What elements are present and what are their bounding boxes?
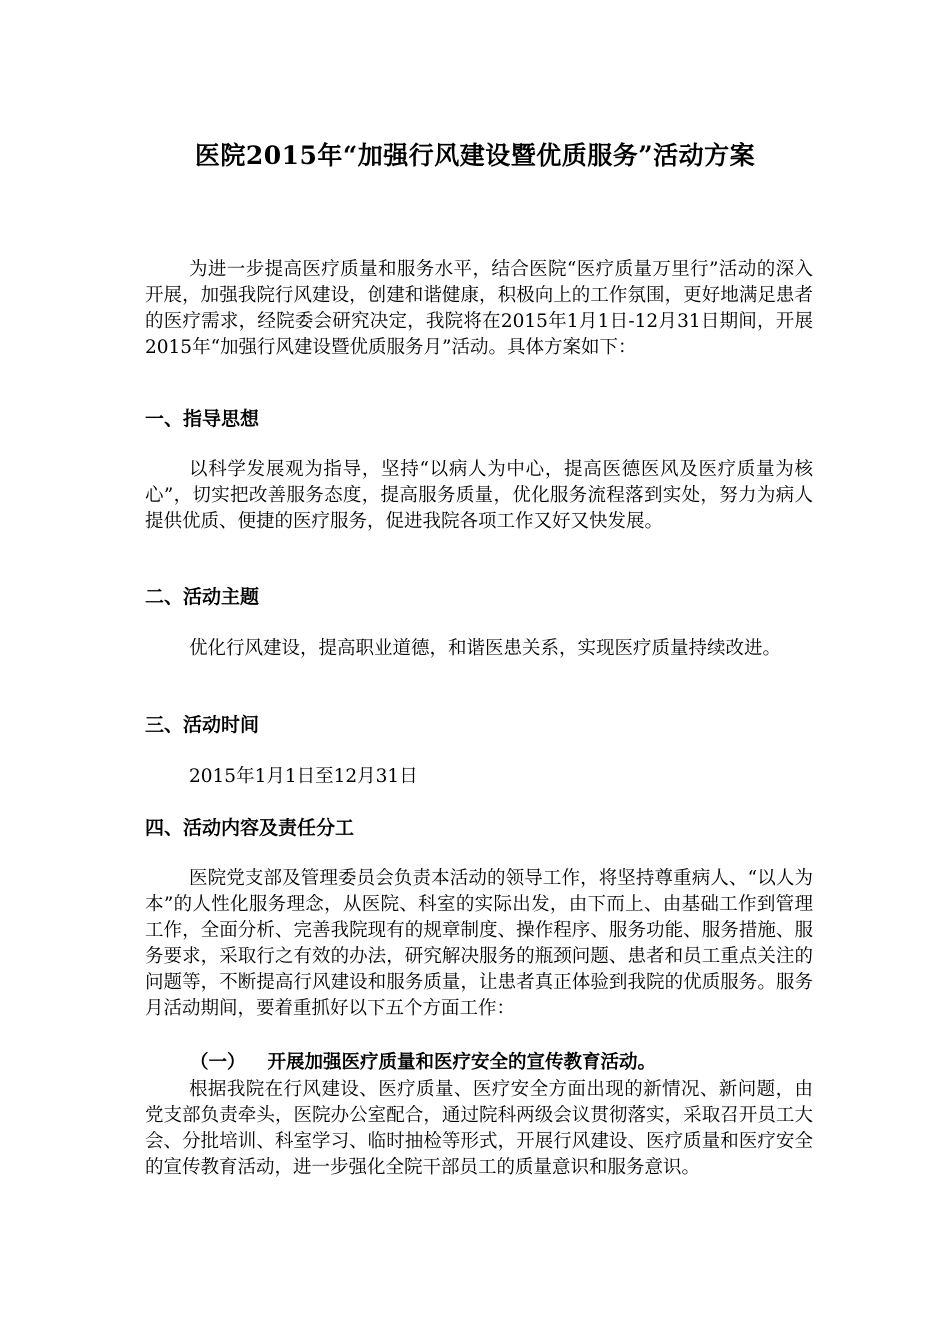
section-heading-activity-theme: 二、活动主题 (145, 586, 260, 608)
section-body-activity-theme: 优化行风建设，提高职业道德，和谐医患关系，实现医疗质量持续改进。 (189, 638, 782, 659)
section-body-activity-time: 2015年1月1日至12月31日 (189, 766, 418, 787)
subsection-body: 根据我院在行风建设、医疗质量、医疗安全方面出现的新情况、新问题，由党支部负责牵头，医院办公室配合，通过院科两级会议贯彻落实，采取召开员工大会、分批培训、科室学习、临时抽检等形式，开展行风建设、医疗质量和医疗安全的宣传教育活动，进一步强化全院干部员工的质量意识和服务意识。 (145, 1079, 813, 1178)
section-body-content-and-responsibility: 医院党支部及管理委员会负责本活动的领导工作，将坚持尊重病人、“以人为本”的人性化服务理念，从医院、科室的实际出发，由下而上、由基础工作到管理工作，全面分析、完善我院现有的规章制度、操作程序、服务功能、服务措施、服务要求，采取行之有效的办法，研究解决服务的瓶颈问题、患者和员工重点关注的问题等，不断提高行风建设和服务质量，让患者真正体验到我院的优质服务。服务月活动期间，要着重抓好以下五个方面工作： (145, 868, 813, 1019)
section-heading-guiding-ideology: 一、指导思想 (145, 408, 260, 430)
section-heading-content-and-responsibility: 四、活动内容及责任分工 (145, 817, 355, 839)
section-body-guiding-ideology: 以科学发展观为指导，坚持“以病人为中心，提高医德医风及医疗质量为核心”，切实把改善服务态度，提高服务质量，优化服务流程落到实处，努力为病人提供优质、便捷的医疗服务，促进我院各项工作又好又快发展。 (145, 459, 813, 532)
subsection-number: （一） (190, 1052, 246, 1073)
subsection-heading (190, 1050, 656, 1076)
intro-paragraph: 为进一步提高医疗质量和服务水平，结合医院“医疗质量万里行”活动的深入开展，加强我院行风建设，创建和谐健康，积极向上的工作氛围，更好地满足患者的医疗需求，经院委会研究决定，我院将在2015年1月1日-12月31日期间，开展2015年“加强行风建设暨优质服务月”活动。具体方案如下： (145, 259, 813, 358)
document-title: 医院2015年“加强行风建设暨优质服务”活动方案 (194, 141, 756, 170)
subsection-title: 开展加强医疗质量和医疗安全的宣传教育活动。 (267, 1052, 657, 1073)
section-heading-activity-time: 三、活动时间 (145, 714, 260, 736)
